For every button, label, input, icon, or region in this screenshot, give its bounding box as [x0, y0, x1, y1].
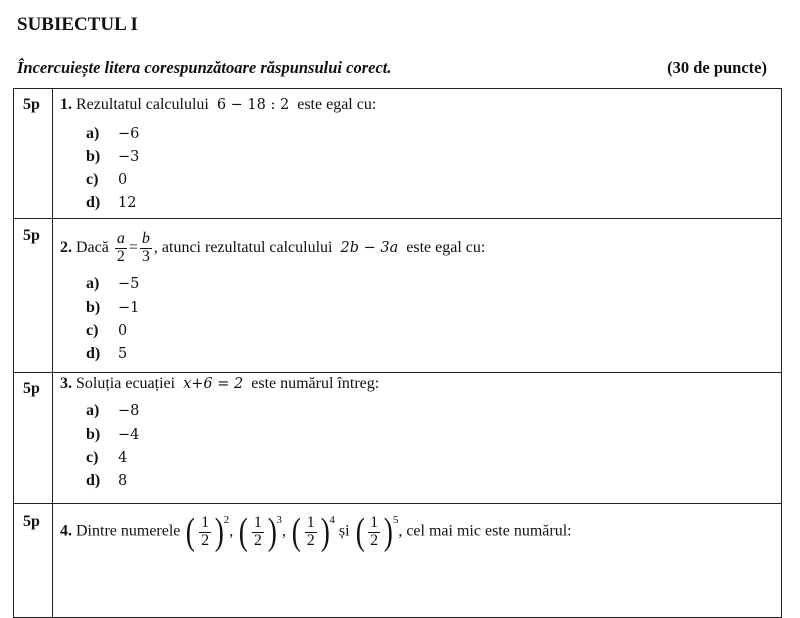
total-points: (30 de puncte)	[667, 58, 767, 77]
option-value: −6	[118, 126, 140, 142]
power-one-half-3: ( $\frac{1}{2}$ ) 3	[238, 511, 283, 553]
equals-sign: =	[128, 238, 138, 256]
question-text: este egal cu:	[406, 238, 486, 256]
question-4-points: 5p	[23, 513, 40, 530]
row-divider	[14, 503, 781, 504]
option-d[interactable]	[86, 472, 127, 490]
option-letter: c)	[86, 449, 99, 466]
option-letter: d)	[86, 472, 101, 489]
option-letter: b)	[86, 426, 101, 443]
option-value: −1	[118, 300, 140, 316]
option-value: −5	[118, 276, 140, 292]
option-value: 0	[118, 323, 128, 339]
option-letter: d)	[86, 345, 101, 362]
question-text: Dintre numerele	[76, 522, 181, 540]
power-one-half-2: ( $\frac{1}{2}$ ) 2	[186, 511, 230, 553]
option-a[interactable]	[86, 275, 139, 293]
question-text: Rezultatul calculului	[76, 96, 209, 113]
question-2-text	[60, 231, 485, 266]
option-value: 4	[118, 450, 128, 466]
option-letter: a)	[86, 402, 100, 419]
option-c[interactable]	[86, 322, 127, 340]
option-c[interactable]	[86, 449, 127, 467]
option-letter: c)	[86, 322, 99, 339]
question-1-text	[60, 96, 376, 114]
option-letter: c)	[86, 171, 99, 188]
question-text: este egal cu:	[297, 96, 377, 113]
question-3-text	[60, 375, 379, 393]
option-a[interactable]	[86, 402, 139, 420]
option-d[interactable]	[86, 345, 127, 363]
row-divider	[14, 218, 781, 219]
fraction-b-over-3: $\frac{b}{3}$	[141, 230, 150, 265]
option-letter: b)	[86, 299, 101, 316]
option-value: 12	[118, 195, 137, 211]
question-number: 4.	[60, 522, 72, 540]
option-b[interactable]	[86, 299, 139, 317]
option-a[interactable]	[86, 125, 139, 143]
option-value: −4	[118, 427, 140, 443]
option-letter: b)	[86, 148, 101, 165]
question-1-points: 5p	[23, 96, 40, 113]
question-number: 2.	[60, 238, 72, 256]
section-heading: SUBIECTUL I	[17, 14, 138, 35]
row-divider	[14, 372, 781, 373]
option-value: −8	[118, 403, 140, 419]
question-3-points: 5p	[23, 380, 40, 397]
math-expression: x+6 = 2	[183, 376, 244, 392]
math-expression: 2b − 3a	[340, 239, 399, 256]
question-number: 3.	[60, 375, 72, 392]
fraction-a-over-2: $\frac{a}{2}$	[116, 230, 125, 265]
power-one-half-5: ( $\frac{1}{2}$ ) 5	[355, 511, 399, 553]
separator: ,	[282, 522, 287, 540]
instruction-row	[17, 56, 767, 80]
question-text: Soluția ecuației	[76, 375, 176, 392]
option-value: 8	[118, 473, 128, 489]
separator: ,	[229, 522, 234, 540]
option-b[interactable]	[86, 148, 139, 166]
points-column-divider	[52, 89, 53, 617]
question-text: Dacă	[76, 238, 109, 256]
question-4-text	[60, 513, 572, 551]
power-one-half-4: ( $\frac{1}{2}$ ) 4	[291, 511, 335, 553]
option-letter: a)	[86, 275, 100, 292]
question-text: , cel mai mic este numărul:	[398, 522, 572, 540]
questions-table	[13, 88, 782, 618]
option-letter: a)	[86, 125, 100, 142]
question-number: 1.	[60, 96, 72, 113]
option-value: 5	[118, 346, 128, 362]
question-text: este numărul întreg:	[251, 375, 380, 392]
option-b[interactable]	[86, 426, 139, 444]
math-expression: 6 − 18 : 2	[216, 97, 290, 113]
option-value: −3	[118, 149, 140, 165]
option-d[interactable]	[86, 194, 136, 212]
question-2-points: 5p	[23, 227, 40, 244]
instruction-text: Încercuiește litera corespunzătoare răspunsului corect.	[17, 58, 392, 77]
option-letter: d)	[86, 194, 101, 211]
option-value: 0	[118, 172, 128, 188]
separator: și	[338, 522, 350, 540]
option-c[interactable]	[86, 171, 127, 189]
question-text: , atunci rezultatul calculului	[153, 238, 333, 256]
